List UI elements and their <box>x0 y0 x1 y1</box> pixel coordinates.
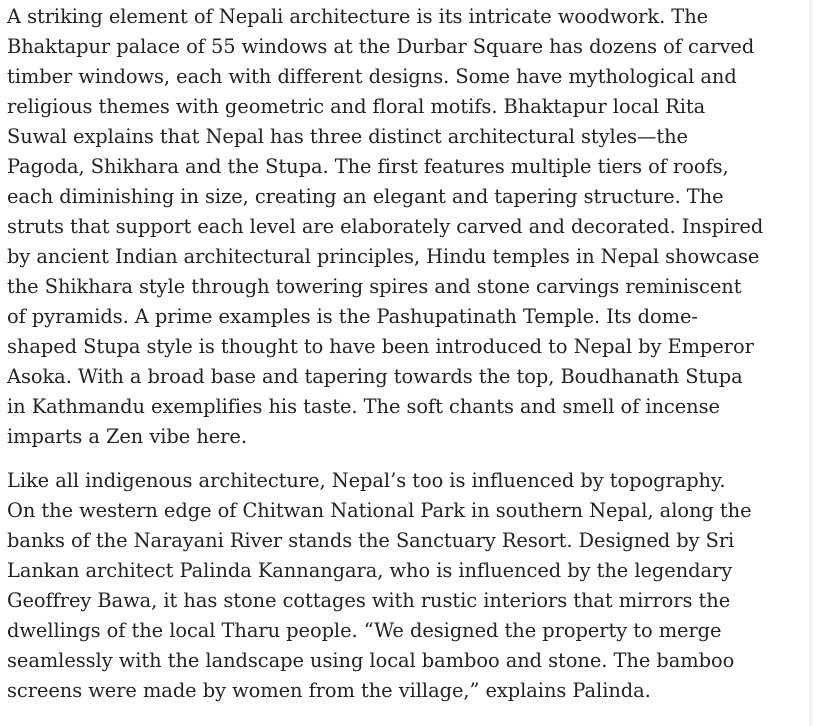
text-line: Geoffrey Bawa, it has stone cottages with rustic interiors that mirrors the <box>7 589 731 612</box>
text-line: Asoka. With a broad base and tapering towards the top, Boudhanath Stupa <box>7 365 743 388</box>
text-line: screens were made by women from the village,” explains Palinda. <box>7 679 651 702</box>
text-line: Pagoda, Shikhara and the Stupa. The first features multiple tiers of roofs, <box>7 155 729 178</box>
text-line: in Kathmandu exemplifies his taste. The soft chants and smell of incense <box>7 395 720 418</box>
text-line: each diminishing in size, creating an elegant and tapering structure. The <box>7 185 724 208</box>
text-line: seamlessly with the landscape using local bamboo and stone. The bamboo <box>7 649 735 672</box>
scrollbar[interactable] <box>809 0 813 726</box>
text-line: the Shikhara style through towering spires and stone carvings reminiscent <box>7 275 742 298</box>
paragraph-woodwork <box>7 2 807 452</box>
text-line: of pyramids. A prime examples is the Pashupatinath Temple. Its dome- <box>7 305 698 328</box>
text-line: religious themes with geometric and floral motifs. Bhaktapur local Rita <box>7 95 706 118</box>
text-line: On the western edge of Chitwan National Park in southern Nepal, along the <box>7 499 752 522</box>
paragraph-topography <box>7 466 807 706</box>
text-line: Like all indigenous architecture, Nepal’s too is influenced by topography. <box>7 469 726 492</box>
text-line: A striking element of Nepali architecture is its intricate woodwork. The <box>7 5 709 28</box>
article-body <box>7 2 807 706</box>
text-line: dwellings of the local Tharu people. “We designed the property to merge <box>7 619 722 642</box>
text-line: banks of the Narayani River stands the Sanctuary Resort. Designed by Sri <box>7 529 735 552</box>
text-line: Lankan architect Palinda Kannangara, who is influenced by the legendary <box>7 559 733 582</box>
text-line: Suwal explains that Nepal has three distinct architectural styles—the <box>7 125 688 148</box>
text-line: timber windows, each with different designs. Some have mythological and <box>7 65 737 88</box>
text-line: shaped Stupa style is thought to have been introduced to Nepal by Emperor <box>7 335 754 358</box>
text-line: by ancient Indian architectural principles, Hindu temples in Nepal showcase <box>7 245 760 268</box>
text-line: Bhaktapur palace of 55 windows at the Durbar Square has dozens of carved <box>7 35 755 58</box>
text-line: struts that support each level are elaborately carved and decorated. Inspired <box>7 215 764 238</box>
text-line: imparts a Zen vibe here. <box>7 425 247 448</box>
